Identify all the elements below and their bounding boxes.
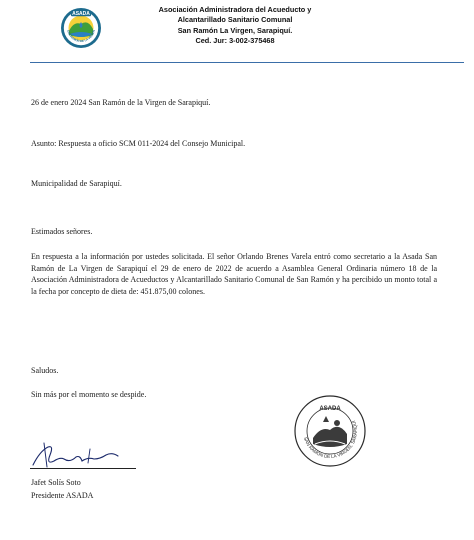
closing-line: Sin más por el momento se despide.	[31, 390, 147, 399]
signature-line	[30, 468, 136, 469]
salutation: Saludos.	[31, 366, 59, 375]
org-line-1: Asociación Administradora del Acueducto y	[158, 5, 312, 14]
organization-header	[125, 5, 345, 47]
subject-line: Asunto: Respuesta a oficio SCM 011-2024 del Consejo Municipal.	[31, 139, 246, 148]
seal-title: ASADA	[319, 406, 341, 412]
org-line-3: San Ramón La Virgen, Sarapiquí.	[177, 25, 293, 35]
signer-title: Presidente ASADA	[31, 491, 94, 500]
org-line-4: Ced. Jur: 3-002-375468	[195, 36, 275, 46]
seal-ring-text: SAN RAMÓN DE LA VIRGEN, SARAPIQUÍ	[302, 419, 359, 460]
asada-logo	[60, 7, 102, 49]
header-divider	[30, 62, 464, 63]
recipient: Municipalidad de Sarapiquí.	[31, 179, 122, 188]
signer-name: Jafet Solís Soto	[31, 478, 81, 487]
logo-ring-text: SAN RAMÓN DE LA VIRGEN	[66, 29, 96, 44]
logo-name: ASADA	[72, 11, 90, 17]
asada-seal-stamp	[293, 394, 367, 468]
org-line-2: Alcantarillado Sanitario Comunal	[177, 15, 293, 25]
greeting: Estimados señores.	[31, 227, 93, 236]
body-paragraph: En respuesta a la información por ustedes solicitada. El señor Orlando Brenes Varela entró como secretario a la Asada San Ramón de La Virgen de Sarapiquí el 29 de enero de 2022 de acuerdo a Asamblea General Ordinaria número 18 de la Asociación Administradora de Acueductos y Alcantarillado Sanitario Comunal de San Ramón y ha percibido un monto total a la fecha por concepto de dieta de: 451.875,00 colones.	[31, 252, 437, 296]
date-place: 26 de enero 2024 San Ramón de la Virgen de Sarapiquí.	[31, 98, 211, 107]
